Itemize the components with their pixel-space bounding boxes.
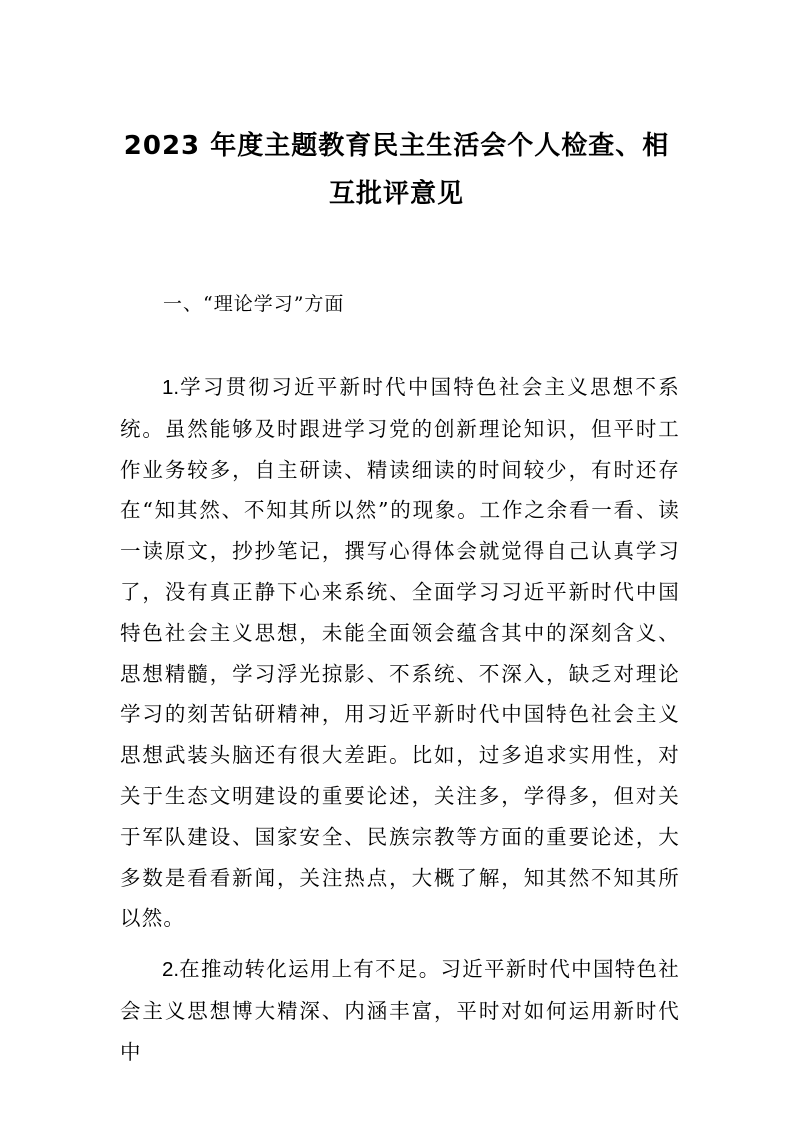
paragraph-2-text: 在推动转化运用上有不足。习近平新时代中国特色社会主义思想博大精深、内涵丰富，平时对如何运用新时代中 — [120, 957, 680, 1064]
title-line-1: 2023 年度主题教育民主生活会个人检查、相 — [123, 131, 670, 161]
paragraph-2 — [120, 949, 680, 1072]
title-line-2: 互批评意见 — [328, 179, 464, 209]
paragraph-1 — [120, 367, 680, 939]
document-title — [110, 122, 683, 218]
paragraph-2-number: 2. — [162, 958, 180, 981]
paragraph-1-number: 1. — [162, 376, 180, 399]
section-heading: 一、“理论学习”方面 — [163, 293, 345, 315]
paragraph-1-text: 学习贯彻习近平新时代中国特色社会主义思想不系统。虽然能够及时跟进学习党的创新理论知识，但平时工作业务较多，自主研读、精读细读的时间较少，有时还存在“知其然、不知其所以然”的现象。工作之余看一看、读一读原文，抄抄笔记，撰写心得体会就觉得自己认真学习了，没有真正静下心来系统、全面学习习近平新时代中国特色社会主义思想，未能全面领会蕴含其中的深刻含义、思想精髓，学习浮光掠影、不系统、不深入，缺乏对理论学习的刻苦钻研精神，用习近平新时代中国特色社会主义思想武装头脑还有很大差距。比如，过多追求实用性，对关于生态文明建设的重要论述，关注多，学得多，但对关于军队建设、国家安全、民族宗教等方面的重要论述，大多数是看看新闻，关注热点，大概了解，知其然不知其所以然。 — [120, 375, 680, 931]
